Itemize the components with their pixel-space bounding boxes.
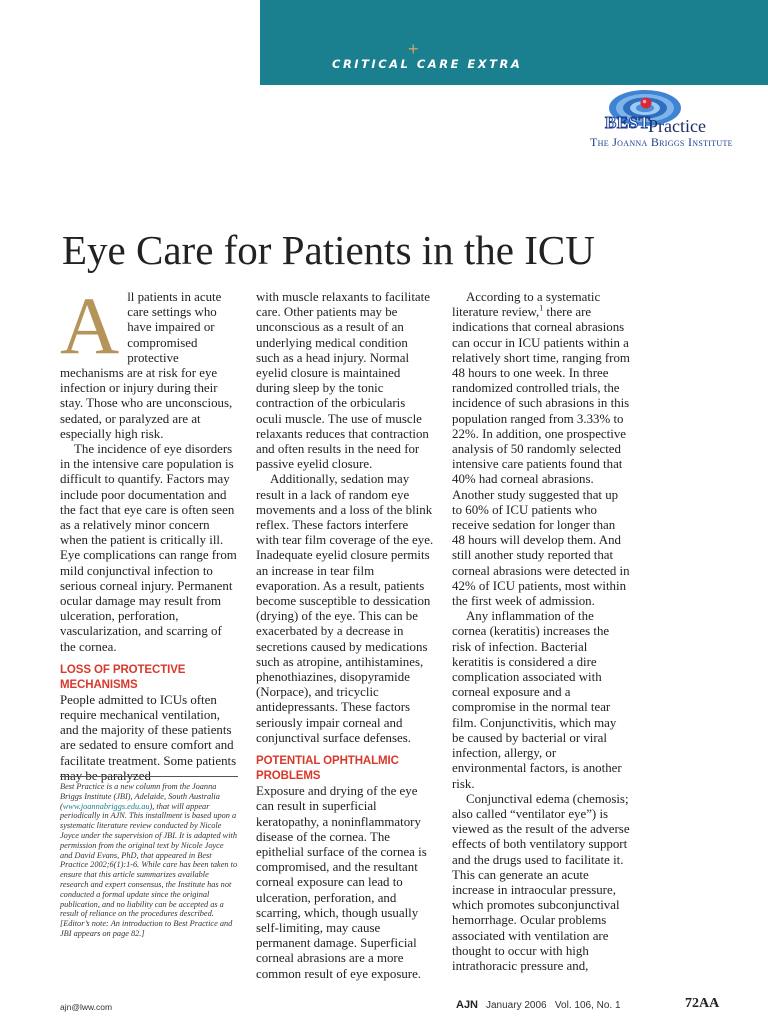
paragraph: The incidence of eye disorders in the intensive care population is difficult to quantify. Factors may include poor documentation and the fact that eye care is often seen as a relatively minor concern when the patient is critically ill. Eye complications can range from mild conjunctival infection to serious corneal injury. Permanent ocular damage may result from ulceration, perforation, vascularization, and scarring of the cornea.: [60, 442, 237, 654]
footer-journal: AJN: [456, 999, 479, 1011]
footer-email[interactable]: ajn@lww.com: [60, 1002, 113, 1012]
footer-issue: January 2006 Vol. 106, No. 1: [486, 1000, 621, 1011]
jbi-website-link[interactable]: www.joannabriggs.edu.au: [62, 801, 150, 811]
article-title: Eye Care for Patients in the ICU: [62, 227, 595, 273]
logo-institute-text: The Joanna Briggs Institute: [590, 135, 733, 149]
column-footnote: Best Practice is a new column from the Joanna Briggs Institute (JBI), Adelaide, South Australia (www.joannabriggs.edu.au), that will appear periodically in AJN. This installment is based upon a systematic literature review conducted by Nicole Joyce under the supervision of JBI. It is adapted with permission from the original text by Nicole Joyce and David Evans, PhD, that appeared in Best Practice 2002;6(1):1-6. While care has been taken to ensure that this article summarizes available research and expert consensus, the Institute has not conducted a formal update since the original publication, and no liability can be accepted as a result of reliance on the procedures described. [Editor’s note: An introduction to Best Practice and JBI appears on page 82.]: [60, 782, 238, 938]
citation-ref: 1: [539, 303, 544, 313]
logo-best-text: BEST: [605, 113, 651, 132]
paragraph: Additionally, sedation may result in a lack of random eye movements and a loss of the blink reflex. These factors interfere with tear film coverage of the eye. Inadequate eyelid closure permits an increase in tear film evaporation. As a result, patients become susceptible to dessication (drying) of the eye. This can be exacerbated by a decrease in secretions caused by medications such as atropine, antihistamines, phenothiazines, disopyramide (Norpace), and tricyclic antidepressants. These factors seriously impair corneal and conjunctival surface defenses.: [256, 472, 434, 745]
page-number: 72AA: [685, 996, 720, 1011]
paragraph: People admitted to ICUs often require mechanical ventilation, and the majority of these patients are sedated to ensure comfort and facilitate treatment. Some patients may be paralyzed: [60, 692, 237, 783]
paragraph: Conjunctival edema (chemosis; also called “ventilator eye”) is viewed as the result of the adverse effects of both ventilatory support and the drugs used to facilitate it. This can generate an acute increase in intraocular pressure, which promotes subconjunctival hemorrhage. Ocular problems associated with ventilation are thought to occur with high intrathoracic pressure and,: [452, 791, 630, 973]
drop-cap: A: [60, 280, 120, 371]
intro-paragraph: All patients in acute care settings who have impaired or compromised protective mechanisms are at risk for eye infection or injury during their stay. Those who are unconscious, sedated, or paralyzed are at especially high risk.: [60, 280, 233, 441]
paragraph: According to a systematic literature review,$^1$ there are indications that corneal abrasions can occur in ICU patients within a relatively short time, ranging from 48 hours to one week. In three randomized controlled trials, the incidence of such abrasions in this population ranged from 3.33% to 22%. In addition, one prospective analysis of 50 randomly selected intensive care patients found that 40% had corneal abrasions. Another study suggested that up to 60% of ICU patients who receive sedation for longer than 48 hours will develop them. And still another study reported that corneal abrasions were detected in 42% of ICU patients, most within the first week of admission.: [452, 290, 630, 609]
section-banner: [260, 0, 768, 85]
paragraph: with muscle relaxants to facilitate care. Other patients may be unconscious as a result of an underlying medical condition such as a head injury. Normal eyelid closure is maintained during sleep by the tonic contraction of the orbicularis oculi muscle. The use of muscle relaxants reduces that contraction and often results in the need for passive eyelid closure.: [256, 290, 430, 472]
footnote-divider: [60, 776, 238, 777]
section-label: CRITICAL CARE EXTRA: [332, 57, 523, 71]
cross-icon: +: [408, 39, 419, 59]
section-heading: LOSS OF PROTECTIVE MECHANISMS: [60, 663, 186, 691]
column-2: [256, 290, 434, 982]
section-heading: POTENTIAL OPHTHALMIC PROBLEMS: [256, 755, 399, 783]
paragraph: Any inflammation of the cornea (keratitis) increases the risk of infection. Bacterial keratitis is considered a dire complication associated with corneal exposure and a compromise in the normal tear film. Conjunctivitis, which may be caused by bacterial or viral infection, allergy, or environmental factors, is another risk.: [452, 609, 622, 791]
logo-practice-text: Practice: [648, 116, 706, 136]
column-3: [452, 290, 630, 974]
column-1: [60, 280, 238, 784]
paragraph: Exposure and drying of the eye can result in superficial keratopathy, a noninflammatory disease of the cornea. The epithelial surface of the cornea is compromised, and the resultant corneal exposure can lead to ulceration, perforation, and scarring, which, though usually self-limiting, may cause permanent damage. Superficial corneal abrasions are a more common result of eye exposure.: [256, 784, 427, 981]
